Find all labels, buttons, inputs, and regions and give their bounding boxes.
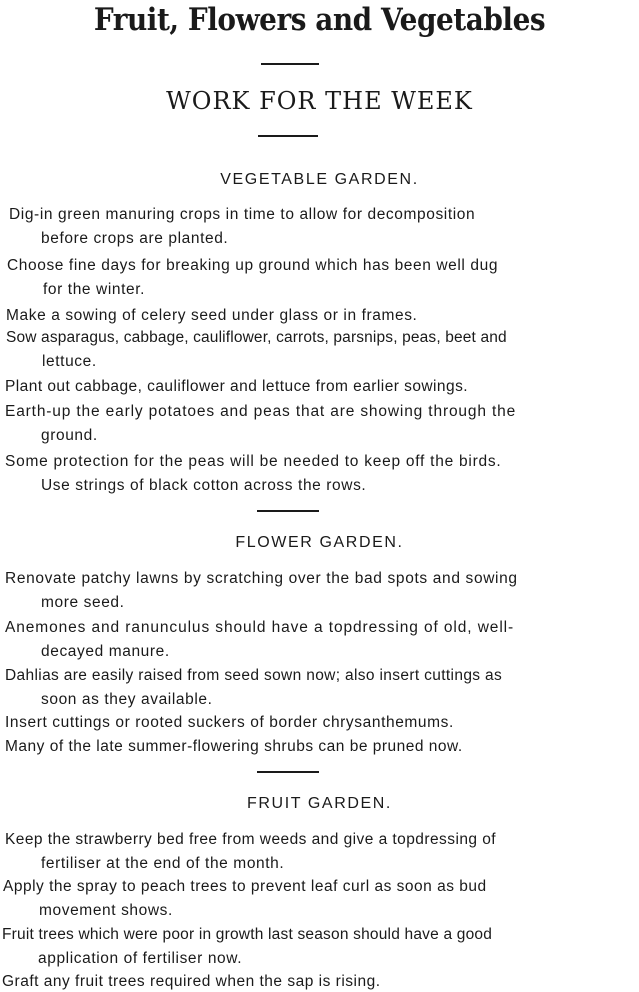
entry-continuation: movement shows. <box>39 902 173 919</box>
subtitle-divider <box>258 135 318 137</box>
list-item <box>7 254 639 302</box>
entry-continuation: before crops are planted. <box>41 230 229 247</box>
page-title: Fruit, Flowers and Vegetables <box>93 2 546 38</box>
list-item <box>3 875 639 923</box>
list-item <box>5 828 639 876</box>
list-item <box>5 375 639 399</box>
entry-text: Some protection for the peas will be needed to keep off the birds. <box>5 453 502 470</box>
list-item <box>5 567 639 615</box>
list-item <box>2 923 639 971</box>
title-divider <box>261 63 319 65</box>
list-item <box>5 616 639 664</box>
section-heading-fruit: FRUIT GARDEN. <box>247 795 392 812</box>
entry-text: Sow asparagus, cabbage, cauliflower, carrots, parsnips, peas, beet and <box>6 329 507 346</box>
entry-continuation: Use strings of black cotton across the rows. <box>41 477 367 494</box>
entry-continuation: lettuce. <box>42 353 97 370</box>
entry-text: Plant out cabbage, cauliflower and lettuce from earlier sowings. <box>5 378 469 395</box>
section-heading-flower: FLOWER GARDEN. <box>235 534 404 551</box>
entry-text: Dahlias are easily raised from seed sown now; also insert cuttings as <box>5 667 503 684</box>
entry-text: Apply the spray to peach trees to prevent leaf curl as soon as bud <box>3 878 487 895</box>
entry-text: Graft any fruit trees required when the sap is rising. <box>2 973 381 990</box>
entry-text: Renovate patchy lawns by scratching over the bad spots and sowing <box>5 570 518 587</box>
section-heading-vegetable: VEGETABLE GARDEN. <box>220 171 419 188</box>
entry-text: Choose fine days for breaking up ground which has been well dug <box>7 257 499 274</box>
list-item <box>5 450 639 498</box>
entry-text: Make a sowing of celery seed under glass or in frames. <box>6 307 418 324</box>
page-subtitle: WORK FOR THE WEEK <box>166 87 473 115</box>
section-divider <box>257 510 319 512</box>
entry-text: Anemones and ranunculus should have a topdressing of old, well- <box>5 619 515 636</box>
entry-text: Earth-up the early potatoes and peas that are showing through the <box>5 403 517 420</box>
entry-text: Many of the late summer-flowering shrubs can be pruned now. <box>5 738 463 755</box>
list-item <box>9 203 639 251</box>
list-item <box>5 664 639 712</box>
list-item <box>5 735 639 759</box>
entry-text: Dig-in green manuring crops in time to allow for decomposition <box>9 206 476 223</box>
entry-continuation: decayed manure. <box>41 643 170 660</box>
entry-text: Insert cuttings or rooted suckers of border chrysanthemums. <box>5 714 454 731</box>
list-item <box>2 970 639 992</box>
entry-continuation: for the winter. <box>43 281 146 298</box>
list-item <box>6 326 639 374</box>
entry-continuation: application of fertiliser now. <box>38 950 243 967</box>
entry-continuation: more seed. <box>41 594 125 611</box>
section-divider <box>257 771 319 773</box>
list-item <box>6 304 639 328</box>
entry-continuation: fertiliser at the end of the month. <box>41 855 285 872</box>
entry-text: Fruit trees which were poor in growth last season should have a good <box>2 926 493 943</box>
list-item <box>5 400 639 448</box>
entry-continuation: soon as they available. <box>41 691 213 708</box>
entry-continuation: ground. <box>41 427 98 444</box>
list-item <box>5 711 639 735</box>
entry-text: Keep the strawberry bed free from weeds and give a topdressing of <box>5 831 497 848</box>
